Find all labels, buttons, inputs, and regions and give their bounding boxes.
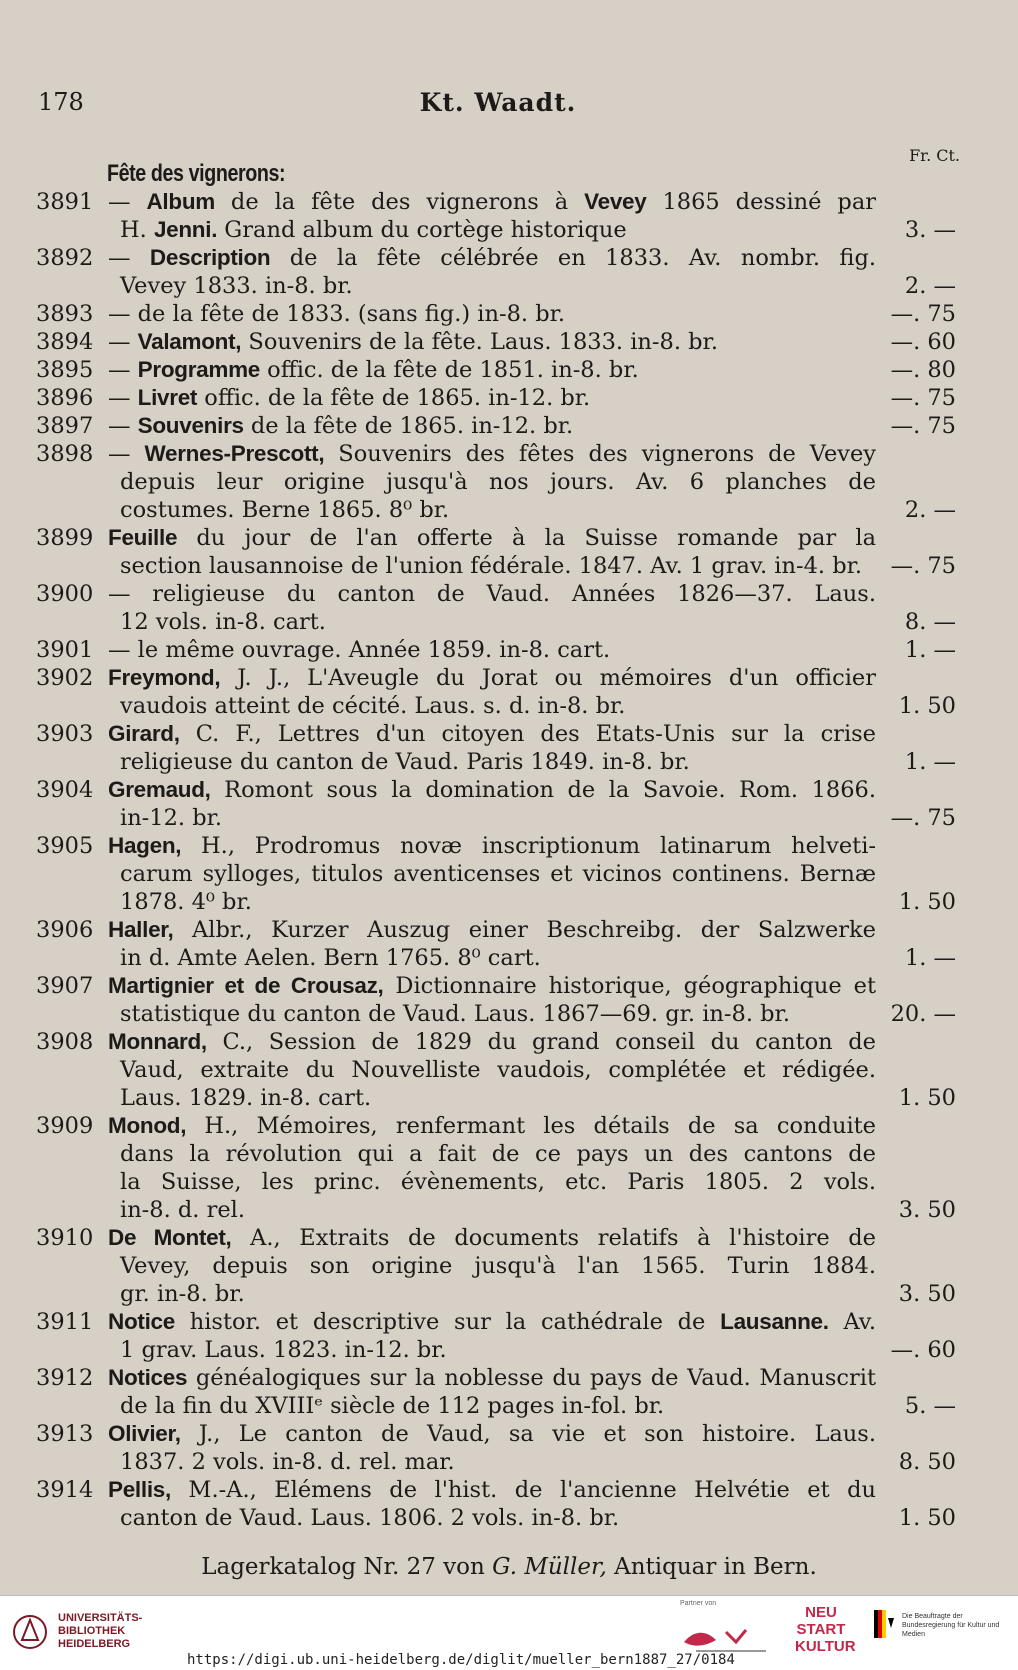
entry-text: Freymond, J. J., L'Aveugle du Jorat ou mémoires d'un officier — [108, 665, 876, 691]
entry-headword: De Montet, — [108, 1225, 232, 1250]
entry-number: 3904 — [36, 777, 94, 803]
entry-text: Haller, Albr., Kurzer Auszug einer Beschreibg. der Salzwerke — [108, 917, 876, 943]
entry-headword: Hagen, — [108, 833, 182, 858]
page-number: 178 — [38, 88, 84, 116]
entry-text: Olivier, J., Le canton de Vaud, sa vie et son histoire. Laus. — [108, 1421, 876, 1447]
entry-text: Notices généalogiques sur la noblesse du pays de Vaud. Manuscrit — [108, 1365, 876, 1391]
entry-price: 3. 50 — [898, 1281, 956, 1307]
entry-text: dans la révolution qui a fait de ce pays un des cantons de — [120, 1141, 876, 1167]
entry-headword: Lausanne. — [720, 1309, 829, 1334]
entry-headword: Martignier et de Crousaz, — [108, 973, 384, 998]
entry-text: vaudois atteint de cécité. Laus. s. d. in-8. br. — [120, 693, 626, 719]
entry-text: costumes. Berne 1865. 8⁰ br. — [120, 497, 450, 523]
entry-price: —. 75 — [890, 805, 956, 831]
entry-headword: Souvenirs — [137, 413, 244, 438]
catalog-entry — [0, 580, 1018, 608]
catalog-entry-continuation — [0, 888, 1018, 916]
entry-text: Vevey 1833. in-8. br. — [120, 273, 353, 299]
catalog-entry — [0, 1112, 1018, 1140]
entry-text: 1878. 4⁰ br. — [120, 889, 252, 915]
catalog-entry — [0, 916, 1018, 944]
catalog-entry — [0, 300, 1018, 328]
entry-number: 3910 — [36, 1225, 94, 1251]
entry-number: 3897 — [36, 413, 94, 439]
entry-headword: Feuille — [108, 525, 178, 550]
entry-price: —. 60 — [890, 1337, 956, 1363]
entry-headword: Valamont, — [137, 329, 242, 354]
entry-price: 2. — — [904, 273, 956, 299]
entry-text: in-12. br. — [120, 805, 223, 831]
entry-headword: Girard, — [108, 721, 180, 746]
entry-price: 2. — — [904, 497, 956, 523]
entry-headword: Album — [146, 189, 215, 214]
entry-price: —. 80 — [890, 357, 956, 383]
entry-number: 3902 — [36, 665, 94, 691]
catalog-entry — [0, 972, 1018, 1000]
catalog-entry — [0, 1364, 1018, 1392]
entry-price: —. 60 — [890, 329, 956, 355]
footer-suffix: Antiquar in Bern. — [606, 1554, 817, 1580]
entry-number: 3914 — [36, 1477, 94, 1503]
university-seal-icon — [12, 1610, 48, 1654]
entry-headword: Monod, — [108, 1113, 187, 1138]
entry-price: 1. 50 — [898, 1505, 956, 1531]
entry-text: Monod, H., Mémoires, renfermant les détails de sa conduite — [108, 1113, 876, 1139]
catalog-entry-continuation — [0, 272, 1018, 300]
entry-number: 3909 — [36, 1113, 94, 1139]
entry-text: — Programme offic. de la fête de 1851. in-8. br. — [108, 357, 639, 383]
entry-text: Martignier et de Crousaz, Dictionnaire historique, géographique et — [108, 973, 876, 999]
entry-price: 20. — — [890, 1001, 956, 1027]
catalog-entry — [0, 664, 1018, 692]
entry-headword: Freymond, — [108, 665, 221, 690]
catalog-entry-continuation — [0, 1448, 1018, 1476]
catalog-entry — [0, 356, 1018, 384]
entry-text: — de la fête de 1833. (sans fig.) in-8. br. — [108, 301, 566, 327]
catalog-entry — [0, 244, 1018, 272]
page-title: Kt. Waadt. — [419, 88, 577, 117]
entry-headword: Gremaud, — [108, 777, 211, 802]
catalog-entry-continuation — [0, 692, 1018, 720]
entry-text: section lausannoise de l'union fédérale. 1847. Av. 1 grav. in-4. br. — [120, 553, 863, 579]
entry-headword: Description — [149, 245, 271, 270]
catalog-entry — [0, 188, 1018, 216]
entry-number: 3899 — [36, 525, 94, 551]
entry-number: 3907 — [36, 973, 94, 999]
catalog-entry-continuation — [0, 1056, 1018, 1084]
catalog-entry-continuation — [0, 1280, 1018, 1308]
catalog-entry — [0, 412, 1018, 440]
catalog-entry-continuation — [0, 1084, 1018, 1112]
entry-number: 3905 — [36, 833, 94, 859]
entry-text: Pellis, M.-A., Elémens de l'hist. de l'ancienne Helvétie et du — [108, 1477, 876, 1503]
entry-text: — Wernes-Prescott, Souvenirs des fêtes des vignerons de Vevey — [108, 441, 876, 467]
entry-text: Hagen, H., Prodromus novæ inscriptionum latinarum helveti- — [108, 833, 876, 859]
library-name[interactable]: UNIVERSITÄTS- BIBLIOTHEK HEIDELBERG — [58, 1612, 143, 1650]
entry-price: 3. — — [904, 217, 956, 243]
entry-text: — Description de la fête célébrée en 1833. Av. nombr. fig. — [108, 245, 876, 271]
entry-headword: Jenni. — [153, 217, 218, 242]
entry-text: in-8. d. rel. — [120, 1197, 246, 1223]
entry-text: in d. Amte Aelen. Bern 1765. 8⁰ cart. — [120, 945, 541, 971]
entry-text: — Livret offic. de la fête de 1865. in-12. br. — [108, 385, 591, 411]
entry-text: Notice histor. et descriptive sur la cathédrale de Lausanne. Av. — [108, 1309, 876, 1335]
entry-price: 1. 50 — [898, 693, 956, 719]
entry-text: 1 grav. Laus. 1823. in-12. br. — [120, 1337, 447, 1363]
catalog-entry-continuation — [0, 860, 1018, 888]
section-heading: Fête des vignerons: — [107, 160, 286, 187]
source-url[interactable]: https://digi.ub.uni-heidelberg.de/diglit/mueller_bern1887_27/0184 — [183, 1652, 739, 1668]
entry-number: 3895 — [36, 357, 94, 383]
entry-text: — Album de la fête des vignerons à Vevey 1865 dessiné par — [108, 189, 877, 215]
entry-headword: Wernes-Prescott, — [144, 441, 325, 466]
entry-headword: Olivier, — [108, 1421, 181, 1446]
entry-price: 1. — — [904, 637, 956, 663]
catalog-footer — [0, 1554, 1018, 1580]
entry-text: H. Jenni. Grand album du cortège historique — [120, 217, 627, 243]
entry-text: la Suisse, les princ. évènements, etc. Paris 1805. 2 vols. — [120, 1169, 876, 1195]
entry-price: 8. 50 — [898, 1449, 956, 1475]
entry-headword: Pellis, — [108, 1477, 171, 1502]
neustart-kultur-logo[interactable]: NEU START KULTUR — [795, 1604, 856, 1655]
entry-headword: Programme — [137, 357, 261, 382]
catalog-entry-continuation — [0, 496, 1018, 524]
entry-price: —. 75 — [890, 301, 956, 327]
catalog-entry-continuation — [0, 944, 1018, 972]
entry-text: religieuse du canton de Vaud. Paris 1849. in-8. br. — [120, 749, 690, 775]
entry-price: —. 75 — [890, 553, 956, 579]
catalog-entry-continuation — [0, 552, 1018, 580]
entry-number: 3908 — [36, 1029, 94, 1055]
catalog-entry-continuation — [0, 804, 1018, 832]
catalog-entry — [0, 440, 1018, 468]
entry-text: carum sylloges, titulos aventicenses et vicinos continens. Bernæ — [120, 861, 876, 887]
entry-headword: Haller, — [108, 917, 174, 942]
entry-number: 3896 — [36, 385, 94, 411]
catalog-entry-continuation — [0, 608, 1018, 636]
entry-number: 3898 — [36, 441, 94, 467]
entry-number: 3903 — [36, 721, 94, 747]
catalog-entry — [0, 1476, 1018, 1504]
catalog-entry-continuation — [0, 1140, 1018, 1168]
catalog-entry — [0, 1420, 1018, 1448]
entry-price: 3. 50 — [898, 1197, 956, 1223]
catalog-entry-continuation — [0, 1252, 1018, 1280]
catalog-entry — [0, 524, 1018, 552]
entry-text: — Souvenirs de la fête de 1865. in-12. br. — [108, 413, 574, 439]
catalog-entry — [0, 328, 1018, 356]
catalog-entry — [0, 636, 1018, 664]
entry-number: 3892 — [36, 245, 94, 271]
entry-text: Vaud, extraite du Nouvelliste vaudois, complétée et rédigée. — [120, 1057, 876, 1083]
entry-text: Girard, C. F., Lettres d'un citoyen des Etats-Unis sur la crise — [108, 721, 876, 747]
entry-number: 3906 — [36, 917, 94, 943]
entry-text: 12 vols. in-8. cart. — [120, 609, 326, 635]
entry-number: 3913 — [36, 1421, 94, 1447]
catalog-entry — [0, 1224, 1018, 1252]
catalog-entries — [0, 188, 1018, 1532]
catalog-entry-continuation — [0, 468, 1018, 496]
catalog-entry — [0, 1028, 1018, 1056]
running-head — [38, 88, 958, 124]
footer-dealer-name: G. Müller, — [492, 1554, 607, 1580]
catalog-entry-continuation — [0, 748, 1018, 776]
catalog-entry — [0, 720, 1018, 748]
catalog-entry-continuation — [0, 1392, 1018, 1420]
partner-label: Partner von — [680, 1600, 717, 1607]
entry-number: 3891 — [36, 189, 94, 215]
federal-eagle-icon — [872, 1606, 896, 1642]
entry-text: Gremaud, Romont sous la domination de la Savoie. Rom. 1866. — [108, 777, 876, 803]
catalog-entry — [0, 384, 1018, 412]
entry-price: 1. 50 — [898, 889, 956, 915]
catalog-entry-continuation — [0, 1000, 1018, 1028]
entry-headword: Notices — [108, 1365, 188, 1390]
catalog-entry — [0, 776, 1018, 804]
entry-number: 3893 — [36, 301, 94, 327]
entry-price: 1. 50 — [898, 1085, 956, 1111]
entry-headword: Notice — [108, 1309, 175, 1334]
catalog-entry — [0, 1308, 1018, 1336]
entry-price: 8. — — [904, 609, 956, 635]
entry-number: 3911 — [36, 1309, 94, 1335]
federal-government-text: Die Beauftragte der Bundesregierung für Kultur und Medien — [902, 1613, 1000, 1638]
entry-text: depuis leur origine jusqu'à nos jours. Av. 6 planches de — [120, 469, 876, 495]
catalog-entry-continuation — [0, 216, 1018, 244]
catalog-entry-continuation — [0, 1336, 1018, 1364]
entry-headword: Vevey — [584, 189, 647, 214]
catalog-entry — [0, 832, 1018, 860]
entry-number: 3901 — [36, 637, 94, 663]
entry-headword: Livret — [137, 385, 198, 410]
price-column-header: Fr. Ct. — [909, 146, 960, 165]
entry-number: 3912 — [36, 1365, 94, 1391]
entry-price: 1. — — [904, 945, 956, 971]
entry-text: De Montet, A., Extraits de documents relatifs à l'histoire de — [108, 1225, 876, 1251]
entry-text: gr. in-8. br. — [120, 1281, 245, 1307]
entry-text: statistique du canton de Vaud. Laus. 1867—69. gr. in-8. br. — [120, 1001, 790, 1027]
entry-price: 5. — — [904, 1393, 956, 1419]
entry-price: —. 75 — [890, 385, 956, 411]
footer-prefix: Lagerkatalog Nr. 27 von — [201, 1554, 493, 1580]
entry-text: canton de Vaud. Laus. 1806. 2 vols. in-8. br. — [120, 1505, 620, 1531]
entry-text: 1837. 2 vols. in-8. d. rel. mar. — [120, 1449, 455, 1475]
entry-number: 3894 — [36, 329, 94, 355]
entry-number: 3900 — [36, 581, 94, 607]
entry-text: — religieuse du canton de Vaud. Années 1826—37. Laus. — [108, 581, 876, 607]
entry-price: 1. — — [904, 749, 956, 775]
entry-text: — le même ouvrage. Année 1859. in-8. cart. — [108, 637, 611, 663]
entry-text: Feuille du jour de l'an offerte à la Suisse romande par la — [108, 525, 876, 551]
entry-price: —. 75 — [890, 413, 956, 439]
entry-text: Laus. 1829. in-8. cart. — [120, 1085, 372, 1111]
entry-text: — Valamont, Souvenirs de la fête. Laus. 1833. in-8. br. — [108, 329, 718, 355]
federal-government-logo[interactable] — [872, 1606, 1008, 1660]
entry-text: de la fin du XVIIIᵉ siècle de 112 pages in-fol. br. — [120, 1393, 665, 1419]
catalog-entry-continuation — [0, 1196, 1018, 1224]
catalog-entry-continuation — [0, 1168, 1018, 1196]
entry-headword: Monnard, — [108, 1029, 207, 1054]
entry-text: Monnard, C., Session de 1829 du grand conseil du canton de — [108, 1029, 876, 1055]
catalog-entry-continuation — [0, 1504, 1018, 1532]
entry-text: Vevey, depuis son origine jusqu'à l'an 1565. Turin 1884. — [120, 1253, 876, 1279]
